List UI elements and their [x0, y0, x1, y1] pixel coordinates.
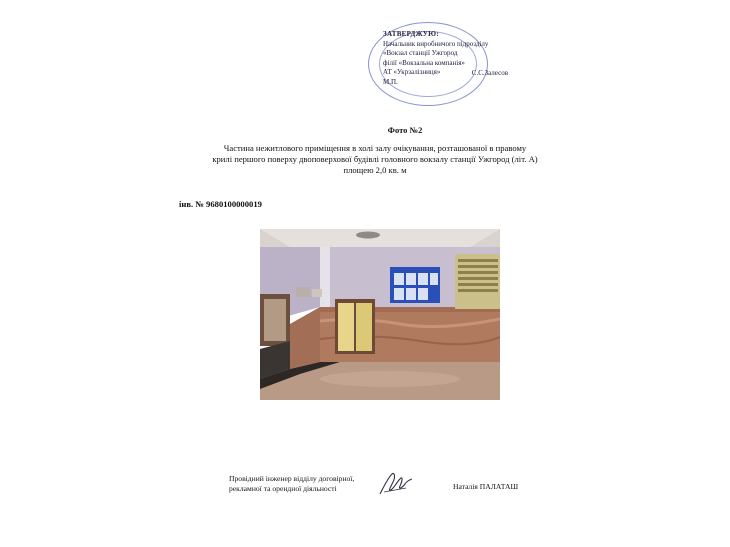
- description-line: крилі першого поверху двоповерхової будівлі головного вокзалу станції Ужгород (літ. А): [212, 154, 538, 164]
- approval-line: Начальник виробничого підрозділу: [383, 39, 489, 48]
- description-line: Частина нежитлового приміщення в холі залу очікування, розташованої в правому: [223, 143, 527, 153]
- hall-photo-illustration: [260, 229, 500, 400]
- approver-name: С.С.Залесов: [471, 68, 508, 77]
- approval-line: філії «Вокзальна компанія»: [383, 58, 465, 67]
- signer-role-line: рекламної та орендної діяльності: [229, 484, 337, 494]
- approval-line: АТ «Укрзалізниця»: [383, 68, 441, 77]
- signer-name: Наталія ПАЛАТАШ: [453, 482, 519, 491]
- handwritten-signature: [376, 468, 416, 500]
- approval-block: [383, 30, 583, 88]
- photo-title: Фото №2: [387, 125, 423, 135]
- signer-role-line: Провідний інженер відділу договірної,: [229, 474, 355, 483]
- approval-line: «Вокзал станції Ужгород: [383, 49, 458, 58]
- stamp-label: М.П.: [383, 77, 398, 86]
- hall-photo: [260, 229, 500, 400]
- approval-heading: ЗАТВЕРДЖУЮ:: [383, 30, 439, 38]
- description-line: площею 2,0 кв. м: [343, 165, 407, 175]
- signer-role: [229, 474, 354, 494]
- inventory-number: інв. № 9680100000019: [179, 199, 262, 209]
- photo-description: [165, 143, 585, 176]
